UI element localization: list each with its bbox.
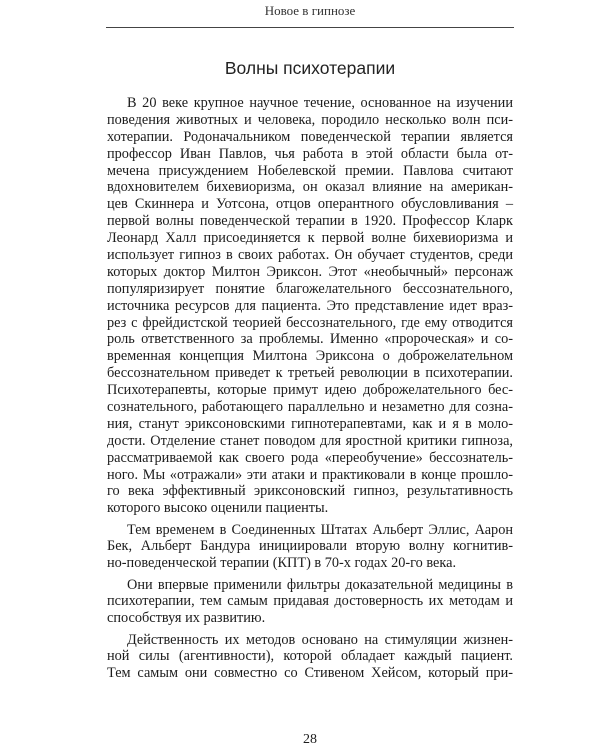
text-line: источника ресурсов для пациента. Это представление идет враз-: [107, 297, 513, 314]
text-line: вдохновителем бихевиоризма, он оказал влияние на американ-: [107, 179, 513, 196]
text-line: популяризирует понятие благожелательного бессознательного,: [107, 280, 513, 297]
text-line: психотерапии, тем самым придавая достоверность их методам и: [107, 593, 513, 610]
text-line: роль ответственного за проблемы. Именно «пророческая» и со-: [107, 331, 513, 348]
text-line: первой волны поведенческой терапии в 1920. Профессор Кларк: [107, 213, 513, 230]
text-line: временная концепция Милтона Эриксона о доброжелательном: [107, 348, 513, 365]
running-head: Новое в гипнозе: [264, 3, 356, 18]
text-line: В 20 веке крупное научное течение, основанное на изучении: [127, 95, 513, 111]
text-line: которых доктор Милтон Эриксон. Этот «необычный» персонаж: [107, 263, 513, 280]
page-number: 28: [303, 732, 317, 747]
paragraph: [107, 522, 513, 573]
text-line: Тем самым они совместно со Стивеном Хейсом, который при-: [107, 665, 513, 682]
text-line: но-поведенческой терапии (КПТ) в 70-х годах 20-го века.: [107, 555, 457, 572]
paragraph: [107, 95, 513, 517]
text-line: Леонард Халл присоединяется к первой волне бихевиоризма и: [107, 230, 513, 247]
text-line: профессор Иван Павлов, чья работа в этой области была от-: [107, 145, 513, 162]
text-line: Они впервые применили фильтры доказательной медицины в: [127, 576, 513, 593]
text-line: которого высоко оценили пациенты.: [107, 500, 329, 517]
text-line: Психотерапевты, которые примут идею доброжелательного бес-: [107, 382, 513, 399]
text-line: дости. Отделение станет поводом для яростной критики гипноза,: [107, 432, 513, 449]
text-line: использует гипноз в своих работах. Он обучает студентов, среди: [107, 247, 513, 264]
text-line: Действенность их методов основано на стимуляции жизнен-: [127, 631, 513, 648]
section-heading: Волны психотерапии: [224, 58, 396, 78]
text-line: способствуя их развитию.: [107, 610, 266, 627]
header-rule: [106, 27, 514, 28]
paragraph: [107, 632, 513, 683]
text-line: мечена присуждением Нобелевской премии. Павлова считают: [107, 162, 513, 179]
text-line: ного. Мы «отражали» эти атаки и практиковали в конце прошло-: [107, 466, 513, 483]
text-line: го века эффективный эриксоновский гипноз, результативность: [107, 483, 513, 500]
text-line: хотерапии. Родоначальником поведенческой терапии является: [107, 128, 513, 145]
paragraph: [107, 577, 513, 628]
text-line: ния, станут эриксоновскими гипнотерапевтами, как и я в моло-: [107, 415, 513, 432]
text-line: рассматриваемой как своего рода «переобучение» бессознатель-: [107, 449, 513, 466]
body-text: [107, 95, 513, 686]
text-line: цев Скиннера и Уотсона, отцов оперантного обусловливания –: [107, 196, 513, 213]
text-line: поведения животных и человека, породило несколько волн пси-: [107, 111, 513, 128]
text-line: рез с фрейдистской теорией бессознательного, где ему отводится: [107, 314, 513, 331]
text-line: ной силы (агентивности), которой обладает каждый пациент.: [107, 648, 513, 665]
text-line: Тем временем в Соединенных Штатах Альберт Эллис, Аарон: [127, 521, 513, 538]
text-line: Бек, Альберт Бандура инициировали вторую волну когнитив-: [107, 538, 513, 555]
text-line: бессознательном приведет к третьей революции в психотерапии.: [107, 365, 513, 382]
text-line: сознательного, работающего параллельно и незаметно для созна-: [107, 399, 513, 416]
